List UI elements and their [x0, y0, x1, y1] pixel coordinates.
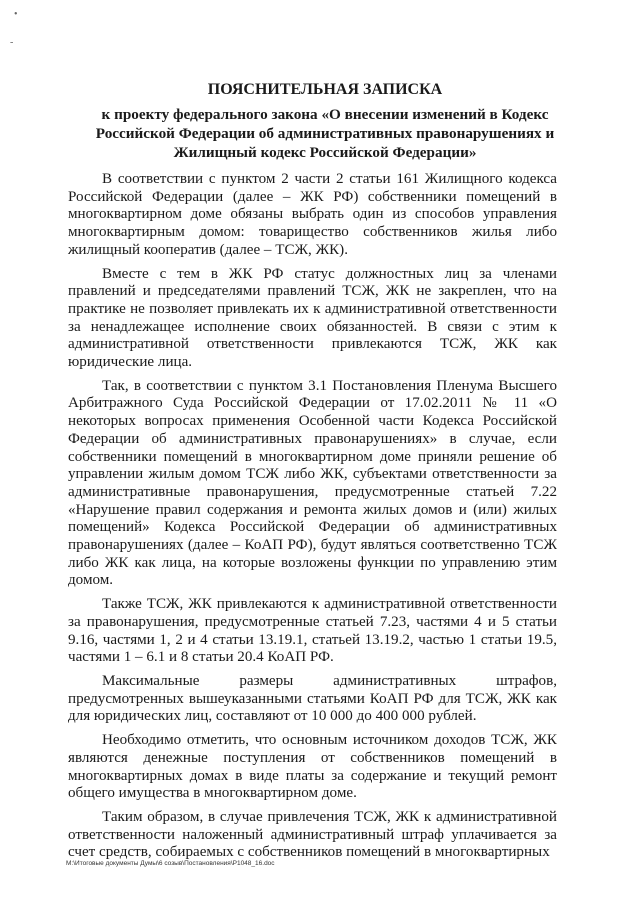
- paragraph: Таким образом, в случае привлечения ТСЖ, ЖК к административной ответственности наложенный административный штраф уплачивается за счет средств, собираемых с собственников помещений в многоквартирных: [68, 808, 557, 861]
- paragraph: Так, в соответствии с пунктом 3.1 Постановления Пленума Высшего Арбитражного Суда Российской Федерации от 17.02.2011 № 11 «О некоторых вопросах применения Особенной части Кодекса Российской Федерации об административных правонарушениях» в случае, если собственники помещений в многоквартирном доме приняли решение об управлении жилым домом ТСЖ либо ЖК, субъектами ответственности за административные правонарушения, предусмотренные статьей 7.22 «Нарушение правил содержания и ремонта жилых домов и (или) жилых помещений» Кодекса Российской Федерации об административных правонарушениях (далее – КоАП РФ), будут являться соответственно ТСЖ либо ЖК как лица, на которые возложены функции по управлению этим домом.: [68, 377, 557, 589]
- subtitle-line: Российской Федерации об административных правонарушениях и: [95, 125, 555, 142]
- file-path-footer: M:\Итоговые документы Думы\6 созыв\Постановления\P1048_16.doc: [66, 860, 275, 867]
- paragraph: Максимальные размеры административных штрафов, предусмотренных вышеуказанными статьями КоАП РФ для ТСЖ, ЖК как для юридических лиц, составляют от 10 000 до 400 000 рублей.: [68, 672, 557, 725]
- paragraph: В соответствии с пунктом 2 части 2 статьи 161 Жилищного кодекса Российской Федерации (далее – ЖК РФ) собственники помещений в многоквартирном доме обязаны выбрать один из способов управления многоквартирным домом: товарищество собственников жилья либо жилищный кооператив (далее – ТСЖ, ЖК).: [68, 171, 557, 258]
- scan-artifact-mark: -: [10, 37, 14, 48]
- document-subtitle: [70, 105, 580, 162]
- scan-artifact-mark: •: [14, 9, 18, 20]
- paragraph: Также ТСЖ, ЖК привлекаются к административной ответственности за правонарушения, предусмотренные статьей 7.23, частями 4 и 5 статьи 9.16, частями 1, 2 и 4 статьи 13.19.1, статьей 13.19.2, частью 1 статьи 19.5, частями 1 – 6.1 и 8 статьи 20.4 КоАП РФ.: [68, 596, 557, 666]
- paragraph: Необходимо отметить, что основным источником доходов ТСЖ, ЖК являются денежные поступления от собственников помещений в многоквартирных домах в виде платы за содержание и текущий ремонт общего имущества в многоквартирном доме.: [68, 732, 557, 802]
- subtitle-line: Жилищный кодекс Российской Федерации»: [173, 144, 477, 161]
- document-title: ПОЯСНИТЕЛЬНАЯ ЗАПИСКА: [207, 81, 443, 98]
- document-body: [68, 171, 557, 868]
- subtitle-line: к проекту федерального закона «О внесении изменений в Кодекс: [101, 106, 549, 123]
- paragraph: Вместе с тем в ЖК РФ статус должностных лиц за членами правлений и председателями правлений ТСЖ, ЖК не закреплен, что на практике не позволяет привлекать их к административной ответственности за ненадлежащее исполнение своих обязанностей. В связи с этим к административной ответственности привлекаются ТСЖ, ЖК как юридические лица.: [68, 265, 557, 371]
